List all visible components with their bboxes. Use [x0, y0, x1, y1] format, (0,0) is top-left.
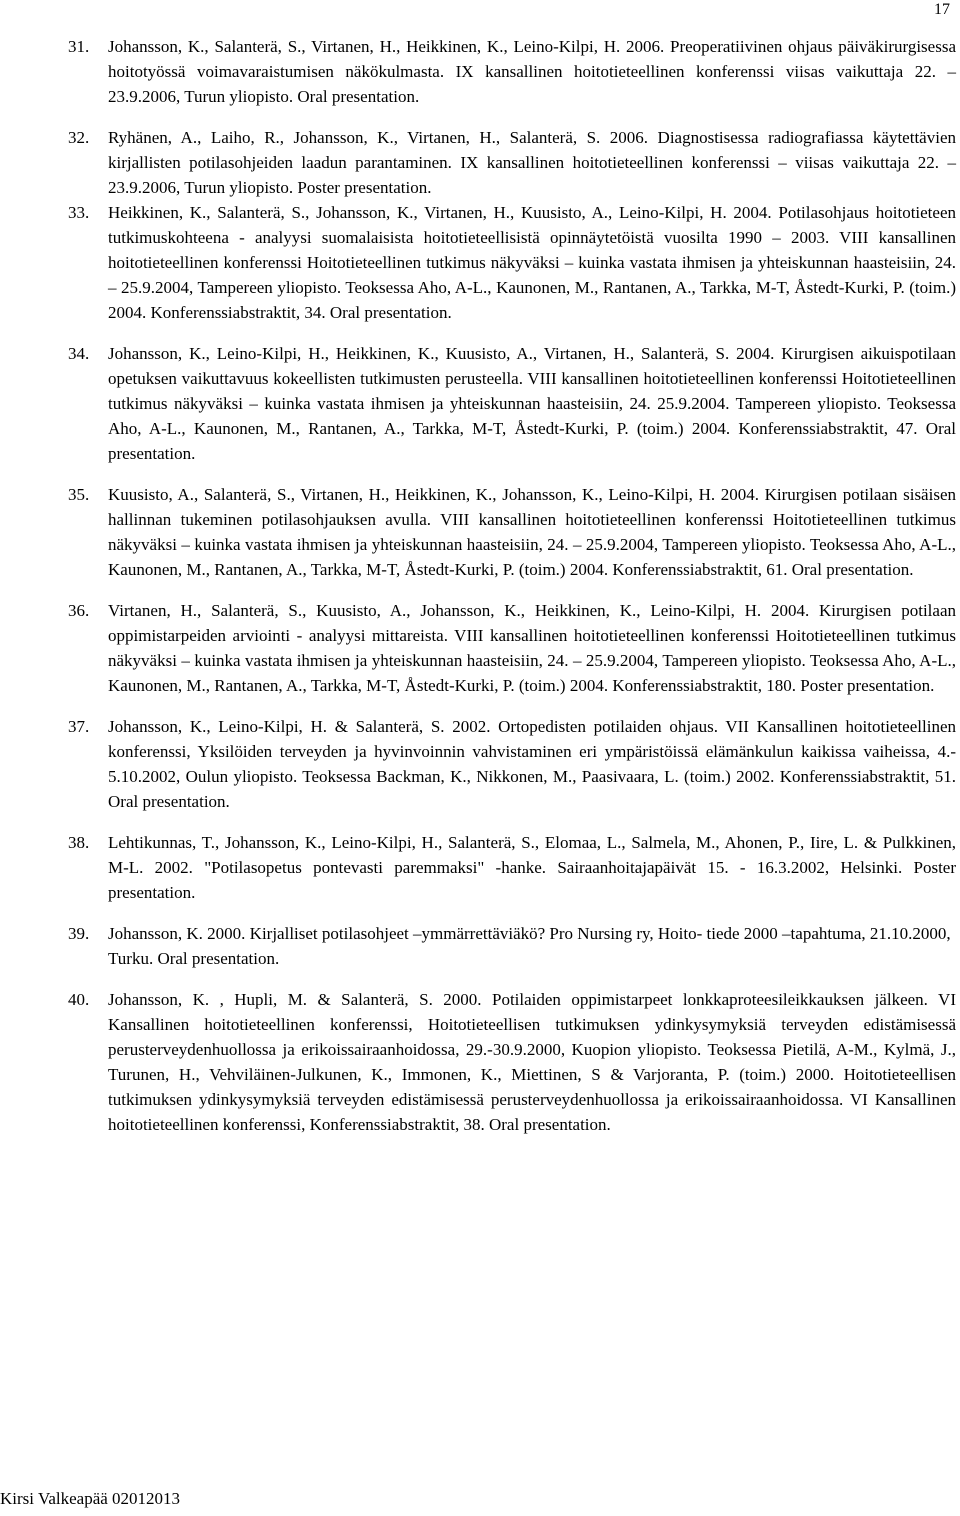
reference-number: 36.	[68, 601, 90, 620]
reference-number: 34.	[68, 344, 90, 363]
reference-number: 35.	[68, 485, 90, 504]
reference-text: Virtanen, H., Salanterä, S., Kuusisto, A., Johansson, K., Heikkinen, K., Leino-Kilpi, H. 2004. Kirurgisen potilaan oppimistarpeiden arviointi - analyysi mittareista. VIII kansallinen hoitotieteellinen konferenssi Hoitotieteellinen tutkimus näkyväksi – kuinka vastata ihmisen ja yhteiskunnan haasteisiin, 24. – 25.9.2004, Tampereen yliopisto. Teoksessa Aho, A-L., Kaunonen, M., Rantanen, A., Tarkka, M-T, Åstedt-Kurki, P. (toim.) 2004. Konferenssiabstraktit, 180. Poster presentation.	[108, 601, 956, 695]
reference-number: 39.	[68, 924, 90, 943]
reference-item	[68, 987, 956, 1137]
reference-number: 40.	[68, 990, 90, 1009]
footer-author-date: Kirsi Valkeapää 02012013	[0, 1489, 181, 1508]
page-number: 17	[934, 1, 950, 18]
reference-item	[68, 830, 956, 905]
reference-item	[68, 200, 956, 325]
reference-item	[68, 125, 956, 200]
reference-number: 33.	[68, 203, 90, 222]
reference-item	[68, 714, 956, 814]
reference-text: Heikkinen, K., Salanterä, S., Johansson, K., Virtanen, H., Kuusisto, A., Leino-Kilpi, H. 2004. Potilasohjaus hoitotieteen tutkimuskohteena - analyysi suomalaisista hoitotieteellisistä opinnäytetöistä vuosilta 1990 – 2003. VIII kansallinen hoitotieteellinen konferenssi Hoitotieteellinen tutkimus näkyväksi – kuinka vastata ihmisen ja yhteiskunnan haasteisiin, 24. – 25.9.2004, Tampereen yliopisto. Teoksessa Aho, A-L., Kaunonen, M., Rantanen, A., Tarkka, M-T, Åstedt-Kurki, P. (toim.) 2004. Konferenssiabstraktit, 34. Oral presentation.	[108, 203, 956, 322]
reference-item	[68, 34, 956, 109]
reference-text: Johansson, K., Leino-Kilpi, H. & Salanterä, S. 2002. Ortopedisten potilaiden ohjaus. VII Kansallinen hoitotieteellinen konferenssi, Yksilöiden terveyden ja hyvinvoinnin vahvistaminen eri ympäristöissä elämänkulun kaikissa vaiheissa, 4.- 5.10.2002, Oulun yliopisto. Teoksessa Backman, K., Nikkonen, M., Paasivaara, L. (toim.) 2002. Konferenssiabstraktit, 51. Oral presentation.	[108, 717, 956, 811]
reference-number: 37.	[68, 717, 90, 736]
reference-item	[68, 341, 956, 466]
reference-number: 38.	[68, 833, 90, 852]
reference-text: Ryhänen, A., Laiho, R., Johansson, K., Virtanen, H., Salanterä, S. 2006. Diagnostisessa radiografiassa käytettävien kirjallisten potilasohjeiden laadun parantaminen. IX kansallinen hoitotieteellinen konferenssi – viisas vaikuttaja 22. – 23.9.2006, Turun yliopisto. Poster presentation.	[108, 128, 956, 197]
reference-text: Johansson, K. , Hupli, M. & Salanterä, S. 2000. Potilaiden oppimistarpeet lonkkaproteesileikkauksen jälkeen. VI Kansallinen hoitotieteellinen konferenssi, Hoitotieteellisen tutkimuksen ydinkysymyksiä terveyden edistämisessä perusterveydenhuollossa ja erikoissairaanhoidossa, 29.-30.9.2000, Kuopion yliopisto. Teoksessa Pietilä, A-M., Kylmä, J., Turunen, H., Vehviläinen-Julkunen, K., Immonen, K., Miettinen, S & Varjoranta, P. (toim.) 2000. Hoitotieteellisen tutkimuksen ydinkysymyksiä terveyden edistämisessä perusterveydenhuollossa ja erikoissairaanhoidossa. VI Kansallinen hoitotieteellinen konferenssi, Konferenssiabstraktit, 38. Oral presentation.	[108, 990, 956, 1134]
reference-text: Kuusisto, A., Salanterä, S., Virtanen, H., Heikkinen, K., Johansson, K., Leino-Kilpi, H. 2004. Kirurgisen potilaan sisäisen hallinnan tukeminen potilasohjauksen avulla. VIII kansallinen hoitotieteellinen konferenssi Hoitotieteellinen tutkimus näkyväksi – kuinka vastata ihmisen ja yhteiskunnan haasteisiin, 24. – 25.9.2004, Tampereen yliopisto. Teoksessa Aho, A-L., Kaunonen, M., Rantanen, A., Tarkka, M-T, Åstedt-Kurki, P. (toim.) 2004. Konferenssiabstraktit, 61. Oral presentation.	[108, 485, 956, 579]
reference-list	[68, 34, 956, 1137]
reference-item	[68, 482, 956, 582]
reference-text: Johansson, K., Salanterä, S., Virtanen, H., Heikkinen, K., Leino-Kilpi, H. 2006. Preoperatiivinen ohjaus päiväkirurgisessa hoitotyössä voimavaraistumisen näkökulmasta. IX kansallinen hoitotieteellinen konferenssi viisas vaikuttaja 22. – 23.9.2006, Turun yliopisto. Oral presentation.	[108, 37, 956, 106]
reference-text: Lehtikunnas, T., Johansson, K., Leino-Kilpi, H., Salanterä, S., Elomaa, L., Salmela, M., Ahonen, P., Iire, L. & Pulkkinen, M-L. 2002. "Potilasopetus pontevasti paremmaksi" -hanke. Sairaanhoitajapäivät 15. - 16.3.2002, Helsinki. Poster presentation.	[108, 833, 956, 902]
reference-text: Johansson, K., Leino-Kilpi, H., Heikkinen, K., Kuusisto, A., Virtanen, H., Salanterä, S. 2004. Kirurgisen aikuispotilaan opetuksen vaikuttavuus kokeellisten tutkimusten perusteella. VIII kansallinen hoitotieteellinen konferenssi Hoitotieteellinen tutkimus näkyväksi – kuinka vastata ihmisen ja yhteiskunnan haasteisiin, 24. 25.9.2004. Tampereen yliopisto. Teoksessa Aho, A-L., Kaunonen, M., Rantanen, A., Tarkka, M-T, Åstedt-Kurki, P. (toim.) 2004. Konferenssiabstraktit, 47. Oral presentation.	[108, 344, 956, 463]
reference-number: 31.	[68, 37, 90, 56]
reference-number: 32.	[68, 128, 90, 147]
reference-item	[68, 598, 956, 698]
reference-item	[68, 921, 956, 971]
reference-text: Johansson, K. 2000. Kirjalliset potilasohjeet –ymmärrettäviäkö? Pro Nursing ry, Hoito- tiede 2000 –tapahtuma, 21.10.2000, Turku. Oral presentation.	[108, 924, 951, 968]
